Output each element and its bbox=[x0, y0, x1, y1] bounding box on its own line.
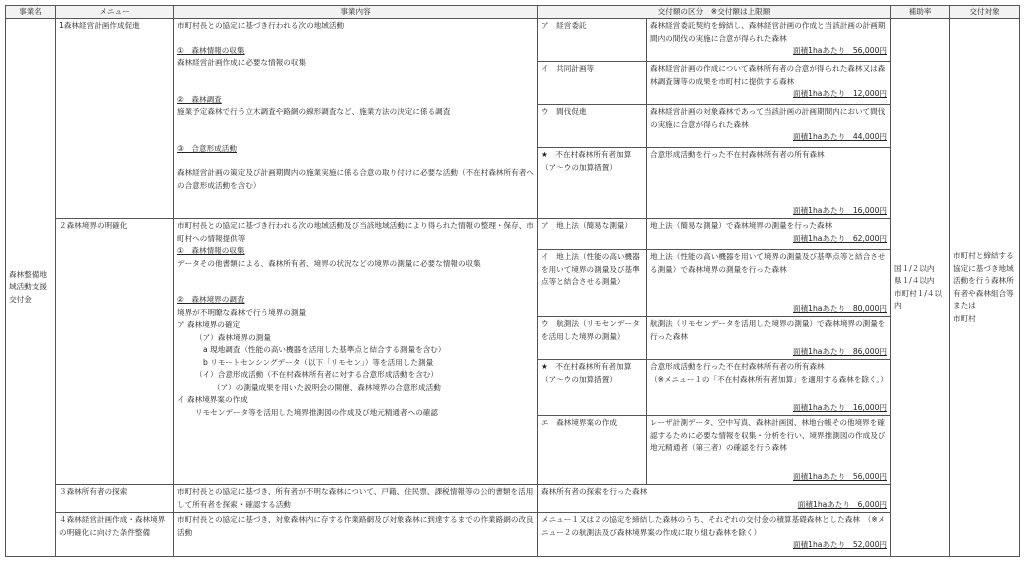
menu2-row2-category: イ 地上法（性能の高い機器を用いて境界の測量及び基準点等と結合させる測量） bbox=[538, 250, 647, 317]
menu2-row5-desc: レーザ計測データ、空中写真、森林計画図、林地台帳その他境界を確認するために必要な情報を収集・分析を行い、境界推測図の作成及び地元精通者（第三者）の確認を行う森林 面積1haあたり 56,000円 bbox=[647, 416, 891, 485]
menu2-row5-amount: 面積1haあたり 56,000円 bbox=[792, 471, 887, 481]
menu1-row3-desc: 森林経営計画の対象森林であって当該計画の計画期間内において間伐の実施に合意が得られた森林 面積1haあたり 44,000円 bbox=[647, 105, 891, 148]
menu2-heading-1: ① 森林情報の収集 bbox=[177, 246, 245, 255]
menu1-row3-category: ウ 間伐促進 bbox=[538, 105, 647, 148]
menu1-name: 1森林経営計画作成促進 bbox=[56, 19, 174, 219]
menu2-content bbox=[174, 219, 538, 485]
rate-cell: 国１/２以内 県１/４以内 市町村１/４以内 bbox=[891, 19, 950, 557]
subsidy-table bbox=[5, 5, 1020, 557]
menu1-row1-amount: 面積1haあたり 56,000円 bbox=[792, 46, 887, 55]
menu2-intro: 市町村長との協定に基づき行われる次の地域活動及び当該地域活動により得られた情報の整理・保存、市町村への情報提供等 bbox=[177, 221, 534, 243]
menu2-a: ア 森林境界の確定 bbox=[177, 320, 241, 329]
menu2-row5-category: エ 森林境界案の作成 bbox=[538, 416, 647, 485]
menu2-a1a: a 現地調査（性能の高い機器を活用した基準点と結合する測量を含む） bbox=[203, 345, 446, 354]
menu1-row3-amount: 面積1haあたり 44,000円 bbox=[792, 132, 887, 141]
menu2-a1b: b リモートセンシングデータ（以下「リモセン」）等を活用した測量 bbox=[203, 357, 434, 367]
menu2-row4-desc: 合意形成活動を行った不在村森林所有者の所有森林 （※メニュー１の「不在村森林所有者加算」を適用する森林を除く。） 面積1haあたり 16,000円 bbox=[647, 360, 891, 416]
menu1-heading-2: ② 森林調査 bbox=[177, 94, 222, 104]
menu1-content bbox=[174, 19, 538, 219]
menu2-row4-amount: 面積1haあたり 16,000円 bbox=[792, 402, 887, 412]
menu2-b1: リモセンデータ等を活用した境界推測図の作成及び地元精通者への確認 bbox=[195, 407, 438, 417]
menu1-row2-amount: 面積1haあたり 12,000円 bbox=[792, 89, 887, 98]
menu3-amount: 面積1haあたり 6,000円 bbox=[797, 499, 887, 509]
header-content: 事業内容 bbox=[174, 6, 538, 19]
menu2-row3-desc: 航測法（リモセンデータを活用した境界の測量）で森林境界の測量を行った森林 面積1haあたり 86,000円 bbox=[647, 317, 891, 360]
menu2-row3-category: ウ 航測法（リモセンデータを活用した境界の測量） bbox=[538, 317, 647, 360]
menu2-text-2: 境界が不明瞭な森林で行う境界の測量 bbox=[177, 307, 307, 317]
menu4-content: 市町村長との協定に基づき、対象森林内に存する作業路網及び対象森林に到達するまでの作業路網の改良活動 bbox=[174, 513, 538, 557]
table-row bbox=[6, 219, 1020, 250]
menu1-row1-desc: 森林経営委託契約を締結し、森林経営計画の作成と当該計画の計画期間内の間伐の実施に合意が得られた森林 面積1haあたり 56,000円 bbox=[647, 19, 891, 62]
header-rate: 補助率 bbox=[891, 6, 950, 19]
menu2-row1-desc: 地上法（簡易な測量）で森林境界の測量を行った森林 面積1haあたり 62,000円 bbox=[647, 219, 891, 250]
header-row bbox=[6, 6, 1020, 19]
menu1-heading-1: ① 森林情報の収集 bbox=[177, 45, 245, 55]
menu2-row1-amount: 面積1haあたり 62,000円 bbox=[792, 233, 887, 243]
menu2-row2-desc: 地上法（性能の高い機器を用いて境界の測量及び基準点等と結合させる測量）で森林境界の測量を行った森林 面積1haあたり 80,000円 bbox=[647, 250, 891, 317]
header-menu: メニュー bbox=[56, 6, 174, 19]
menu1-text-1: 森林経営計画作成に必要な情報の収集 bbox=[177, 58, 307, 67]
menu3-desc: 森林所有者の探索を行った森林 面積1haあたり 6,000円 bbox=[538, 485, 891, 513]
menu4-amount: 面積1haあたり 52,000円 bbox=[792, 540, 887, 549]
project-name-cell bbox=[6, 19, 56, 557]
table-row bbox=[6, 513, 1020, 557]
menu1-row2-category: イ 共同計画等 bbox=[538, 62, 647, 105]
menu2-row1-category: ア 地上法（簡易な測量） bbox=[538, 219, 647, 250]
menu2-b: イ 森林境界案の作成 bbox=[177, 395, 248, 404]
menu1-row4-amount: 面積1haあたり 16,000円 bbox=[792, 205, 887, 215]
menu1-text-2: 施業予定森林で行う立木調査や路網の線形調査など、施業方法の決定に係る調査 bbox=[177, 107, 451, 116]
menu3-name: ３森林所有者の探索 bbox=[56, 485, 174, 513]
header-project: 事業名 bbox=[6, 6, 56, 19]
menu1-row4-category: ★ 不在村森林所有者加算 （ア～ウの加算措置） bbox=[538, 148, 647, 219]
menu2-a2x: （ア）の測量成果を用いた説明会の開催、森林境界の合意形成活動 bbox=[213, 382, 441, 392]
menu1-heading-3: ③ 合意形成活動 bbox=[177, 143, 237, 153]
menu2-text-1: データその他書類による、森林所有者、境界の状況などの境界の測量に必要な情報の収集 bbox=[177, 258, 481, 268]
menu1-intro: 市町村長との協定に基づき行われる次の地域活動 bbox=[177, 21, 345, 30]
menu2-row3-amount: 面積1haあたり 86,000円 bbox=[792, 346, 887, 356]
header-target: 交付対象 bbox=[950, 6, 1020, 19]
target-cell: 市町村と締結する協定に基づき地域活動を行う森林所有者や森林組合等 または 市町村 bbox=[950, 19, 1020, 557]
menu3-content: 市町村長との協定に基づき、所有者が不明な森林について、戸籍、住民票、課税情報等の公的書類を活用して所有者を探索・確認する活動 bbox=[174, 485, 538, 513]
menu2-a1: （ア）森林境界の測量 bbox=[195, 332, 271, 342]
menu1-text-3: 森林経営計画の策定及び計画期間内の施業実施に係る合意の取り付けに必要な活動（不在村森林所有者への合意形成活動を含む） bbox=[177, 168, 534, 190]
header-category: 交付額の区分 ※交付額は上限額 bbox=[538, 6, 891, 19]
menu4-name: ４森林経営計画作成・森林境界の明確化に向けた条件整備 bbox=[56, 513, 174, 557]
menu1-row4-desc: 合意形成活動を行った不在村森林所有者の所有森林 面積1haあたり 16,000円 bbox=[647, 148, 891, 219]
subsidy-table-sheet bbox=[5, 5, 1019, 571]
project-name: 森林整備地域活動支援交付金 bbox=[9, 269, 47, 304]
menu2-row2-amount: 面積1haあたり 80,000円 bbox=[792, 303, 887, 313]
table-row bbox=[6, 19, 1020, 62]
menu1-row2-desc: 森林経営計画の作成について森林所有者の合意が得られた森林又は森林調査簿等の成果を市町村に提供する森林 面積1haあたり 12,000円 bbox=[647, 62, 891, 105]
menu2-heading-2: ② 森林境界の調査 bbox=[177, 295, 245, 304]
menu1-row1-category: ア 経営委託 bbox=[538, 19, 647, 62]
menu2-name: ２森林境界の明確化 bbox=[56, 219, 174, 485]
menu4-desc: メニュー１又は２の協定を締結した森林のうち、それぞれの交付金の積算基礎森林とした森林 （※メニュー２の航測法及び森林境界案の作成に取り組む森林を除く） 面積1haあたり 52,000円 bbox=[538, 513, 891, 557]
menu2-a2: （イ）合意形成活動（不在村森林所有者に対する合意形成活動を含む） bbox=[195, 370, 438, 379]
table-row bbox=[6, 485, 1020, 513]
menu2-row4-category: ★ 不在村森林所有者加算 （ア～ウの加算措置） bbox=[538, 360, 647, 416]
